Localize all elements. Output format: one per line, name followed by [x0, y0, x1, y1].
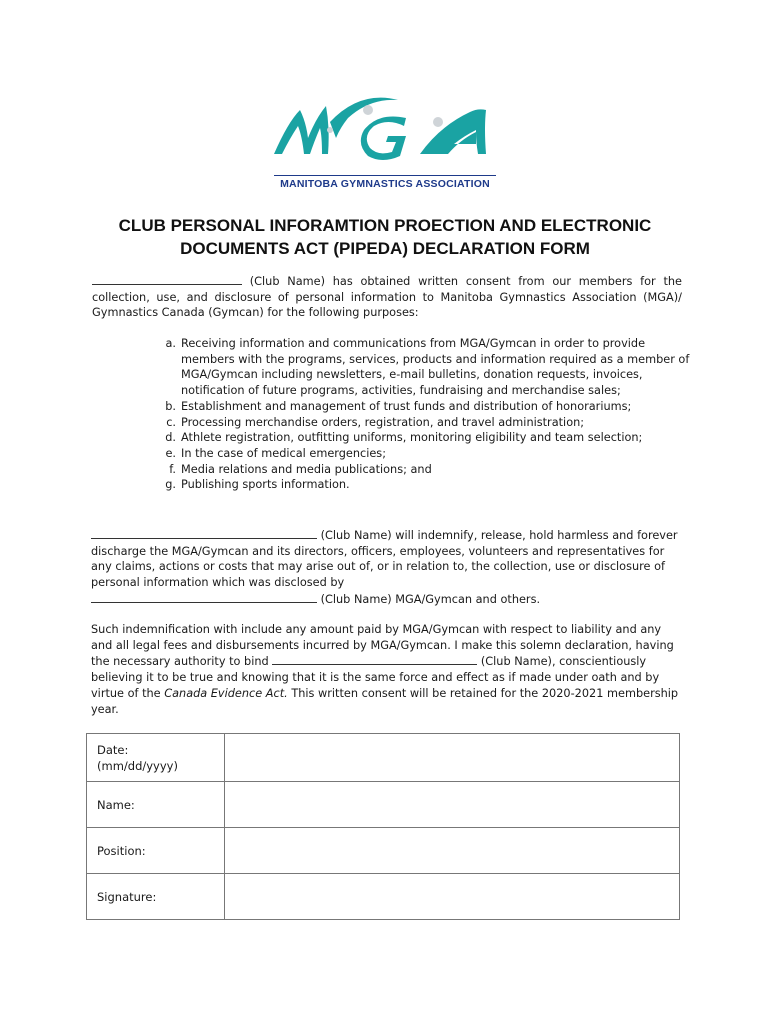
- club-name-blank-4[interactable]: [272, 653, 477, 665]
- list-item: [150, 446, 690, 462]
- mga-logo-graphic: [270, 92, 500, 178]
- form-title: [0, 214, 770, 260]
- list-item-text: Establishment and management of trust funds and distribution of honorariums;: [181, 399, 632, 413]
- table-row: [87, 828, 680, 874]
- declaration-text-2: (Club Name), conscientiously believing it to be true and knowing that it is the same force and effect as if made under oath and by virtue of the: [91, 655, 660, 700]
- declaration-paragraph: [91, 622, 683, 717]
- logo-letter-g: [361, 117, 406, 161]
- indemnify-paragraph: [91, 527, 683, 608]
- list-item: [150, 430, 690, 446]
- signature-field[interactable]: [225, 874, 680, 920]
- table-row: [87, 782, 680, 828]
- form-title-line-2: DOCUMENTS ACT (PIPEDA) DECLARATION FORM: [180, 239, 590, 258]
- date-label-text: Date:: [97, 742, 129, 757]
- form-title-line-1: CLUB PERSONAL INFORAMTION PROECTION AND ELECTRONIC: [118, 216, 652, 235]
- list-item: [150, 336, 690, 399]
- list-item-text: In the case of medical emergencies;: [181, 446, 387, 460]
- declaration-text-1: Such indemnification with include any amount paid by MGA/Gymcan with respect to liability and any and all legal fees and disbursements incurred by MGA/Gymcan. I make this solemn declaration, having the necessary authority to bind: [91, 623, 674, 669]
- logo-rule: [274, 175, 496, 176]
- club-name-blank-1[interactable]: [92, 273, 242, 285]
- list-marker: g.: [165, 478, 176, 492]
- position-field[interactable]: [225, 828, 680, 874]
- date-field[interactable]: [225, 734, 680, 782]
- list-marker: e.: [165, 446, 176, 460]
- name-field[interactable]: [225, 782, 680, 828]
- name-label: Name:: [87, 782, 225, 828]
- indemnify-text-2: (Club Name) MGA/Gymcan and others.: [317, 592, 541, 606]
- list-item-text: Media relations and media publications; and: [181, 462, 432, 476]
- list-marker: b.: [165, 399, 176, 413]
- purposes-list: [150, 336, 690, 493]
- list-item-text: Processing merchandise orders, registration, and travel administration;: [181, 415, 585, 429]
- mga-logo: [270, 92, 500, 192]
- date-format-hint: (mm/dd/yyyy): [97, 758, 178, 773]
- signature-form-table: [86, 733, 680, 920]
- logo-head-2: [433, 117, 443, 127]
- list-marker: f.: [169, 462, 176, 476]
- list-marker: c.: [166, 415, 176, 429]
- intro-paragraph: [92, 273, 682, 321]
- position-label: Position:: [87, 828, 225, 874]
- club-name-blank-2[interactable]: [91, 527, 317, 539]
- list-item: [150, 462, 690, 478]
- indemnify-text-1: (Club Name) will indemnify, release, hold harmless and forever discharge the MGA/Gymcan and its directors, officers, employees, volunteers and representatives for any claims, actions or costs that may arise out of, or in relation to, the collection, use or disclosure of personal information which was disclosed by: [91, 529, 678, 590]
- club-name-blank-3[interactable]: [91, 591, 317, 603]
- table-row: [87, 874, 680, 920]
- list-item-text: Athlete registration, outfitting uniforms, monitoring eligibility and team selection;: [181, 431, 643, 445]
- list-marker: d.: [165, 431, 176, 445]
- canada-evidence-act: Canada Evidence Act.: [164, 686, 288, 700]
- signature-label: Signature:: [87, 874, 225, 920]
- logo-head-3: [327, 127, 333, 133]
- intro-text: (Club Name) has obtained written consent from our members for the collection, use, and disclosure of personal information to Manitoba Gymnastics Association (MGA)/ Gymnastics Canada (Gymcan) for the following purposes:: [92, 275, 682, 320]
- logo-head-1: [363, 105, 373, 115]
- list-item-text: Receiving information and communications from MGA/Gymcan in order to provide members with the programs, services, products and information required as a member of MGA/Gymcan including newsletters, e-mail bulletins, donation requests, invoices, notification of future programs, activities, fundraising and merchandise sales;: [181, 337, 690, 398]
- list-item: [150, 399, 690, 415]
- list-marker: a.: [165, 337, 176, 350]
- declaration-text-3: This written consent will be retained for the 2020-2021 membership year.: [91, 686, 679, 716]
- list-item: [150, 477, 690, 493]
- date-label: [87, 734, 225, 782]
- list-item-text: Publishing sports information.: [181, 478, 350, 492]
- logo-letter-m: [274, 106, 329, 154]
- logo-letter-a: [420, 109, 486, 154]
- table-row: [87, 734, 680, 782]
- logo-caption: MANITOBA GYMNASTICS ASSOCIATION: [280, 178, 490, 190]
- list-item: [150, 415, 690, 431]
